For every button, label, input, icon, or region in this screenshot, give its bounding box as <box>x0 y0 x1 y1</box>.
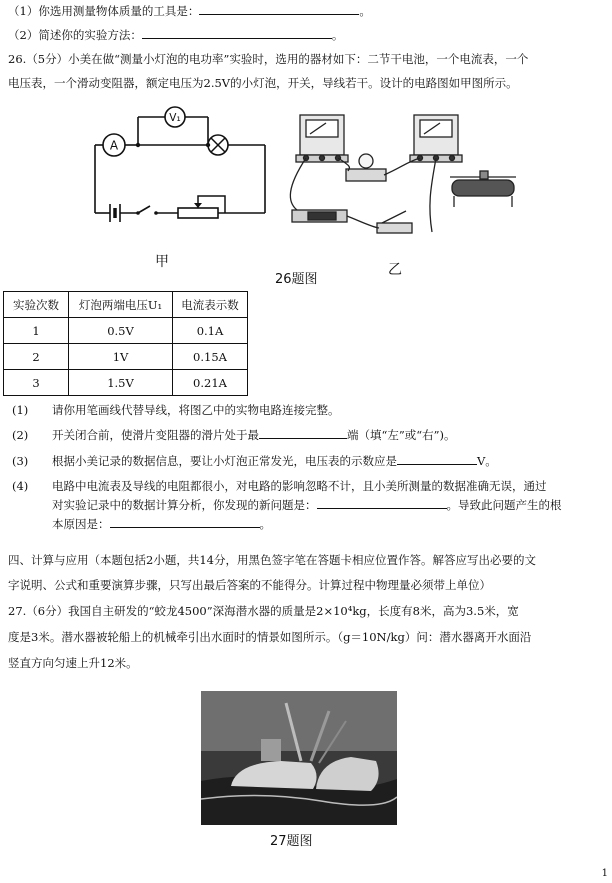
page-number: 1 <box>601 868 608 879</box>
answer-blank[interactable] <box>397 453 477 465</box>
answer-blank[interactable] <box>110 516 260 528</box>
q26-sub4: (4) 电路中电流表及导线的电阻都很小，对电路的影响忽略不计，且小美所测量的数据准确无误，通过 对实验记录中的数据计算分析，你发现的新问题是： 。导致此问题产生的根 本原因是： 。 <box>12 479 562 531</box>
section4-heading-line1: 四、计算与应用（本题包括2小题，共14分，用黑色签字笔在答题卡相应位置作答。解答应写出必要的文 <box>8 553 536 567</box>
caption-fig26: 26题图 <box>275 272 318 287</box>
table-cell: 2 <box>4 344 69 370</box>
table-cell: 1V <box>69 344 173 370</box>
table-cell: 0.5V <box>69 318 173 344</box>
lamp-icon <box>208 135 228 155</box>
table-cell: 0.15A <box>173 344 248 370</box>
data-table <box>3 291 248 396</box>
table-row <box>4 344 248 370</box>
table-cell: 1.5V <box>69 370 173 396</box>
switch-icon <box>136 211 140 215</box>
table-header-cell: 实验次数 <box>4 292 69 318</box>
q27-line1: 27.（6分）我国自主研发的“蛟龙4500”深海潜水器的质量是2×10⁴kg，长度有8米，高为3.5米，宽 <box>8 604 519 618</box>
circuit-diagram-jia <box>80 100 280 240</box>
battery-icon <box>110 204 120 222</box>
submersible-photo <box>201 691 397 825</box>
table-cell: 3 <box>4 370 69 396</box>
q25-sub2: （2）简述你的实验方法： 。 <box>8 28 344 42</box>
q25-sub1: （1）你选用测量物体质量的工具是： 。 <box>8 4 371 18</box>
caption-yi: 乙 <box>388 262 402 278</box>
ammeter-label: A <box>109 138 119 153</box>
table-row <box>4 318 248 344</box>
q26-sub2: (2) 开关闭合前，使滑片变阻器的滑片处于最 端（填“左”或“右”)。 <box>12 428 456 442</box>
answer-blank[interactable] <box>199 3 359 15</box>
answer-blank[interactable] <box>142 27 332 39</box>
table-header-cell: 灯泡两端电压U₁ <box>69 292 173 318</box>
q26-sub1: (1) 请你用笔画线代替导线，将图乙中的实物电路连接完整。 <box>12 403 340 417</box>
answer-blank[interactable] <box>259 427 347 439</box>
rheostat-icon <box>178 196 225 218</box>
q27-line3: 竖直方向匀速上升12米。 <box>8 656 138 670</box>
q26-intro-line2: 电压表，一个滑动变阻器，额定电压为2.5V的小灯泡，开关，导线若干。设计的电路图如甲图所示。 <box>8 76 518 90</box>
voltmeter-label: V₁ <box>169 112 181 124</box>
table-cell: 0.21A <box>173 370 248 396</box>
caption-fig27: 27题图 <box>270 834 313 849</box>
q26-sub3: (3) 根据小美记录的数据信息，要让小灯泡正常发光，电压表的示数应是 V。 <box>12 454 497 468</box>
q27-line2: 度是3米。潜水器被轮船上的机械牵引出水面时的情景如图所示。（g＝10N/kg）问：潜水器离开水面沿 <box>8 630 532 644</box>
physical-circuit-yi <box>282 107 532 247</box>
q26-intro-line1: 26.（5分）小美在做“测量小灯泡的电功率”实验时，选用的器材如下：二节干电池，一个电流表，一个 <box>8 52 529 66</box>
table-cell: 0.1A <box>173 318 248 344</box>
table-row <box>4 370 248 396</box>
table-header-cell: 电流表示数 <box>173 292 248 318</box>
caption-jia: 甲 <box>155 254 169 270</box>
answer-blank[interactable] <box>317 497 447 509</box>
section4-heading-line2: 字说明、公式和重要演算步骤，只写出最后答案的不能得分。计算过程中物理量必须带上单位） <box>8 578 491 592</box>
table-header-row <box>4 292 248 318</box>
table-cell: 1 <box>4 318 69 344</box>
